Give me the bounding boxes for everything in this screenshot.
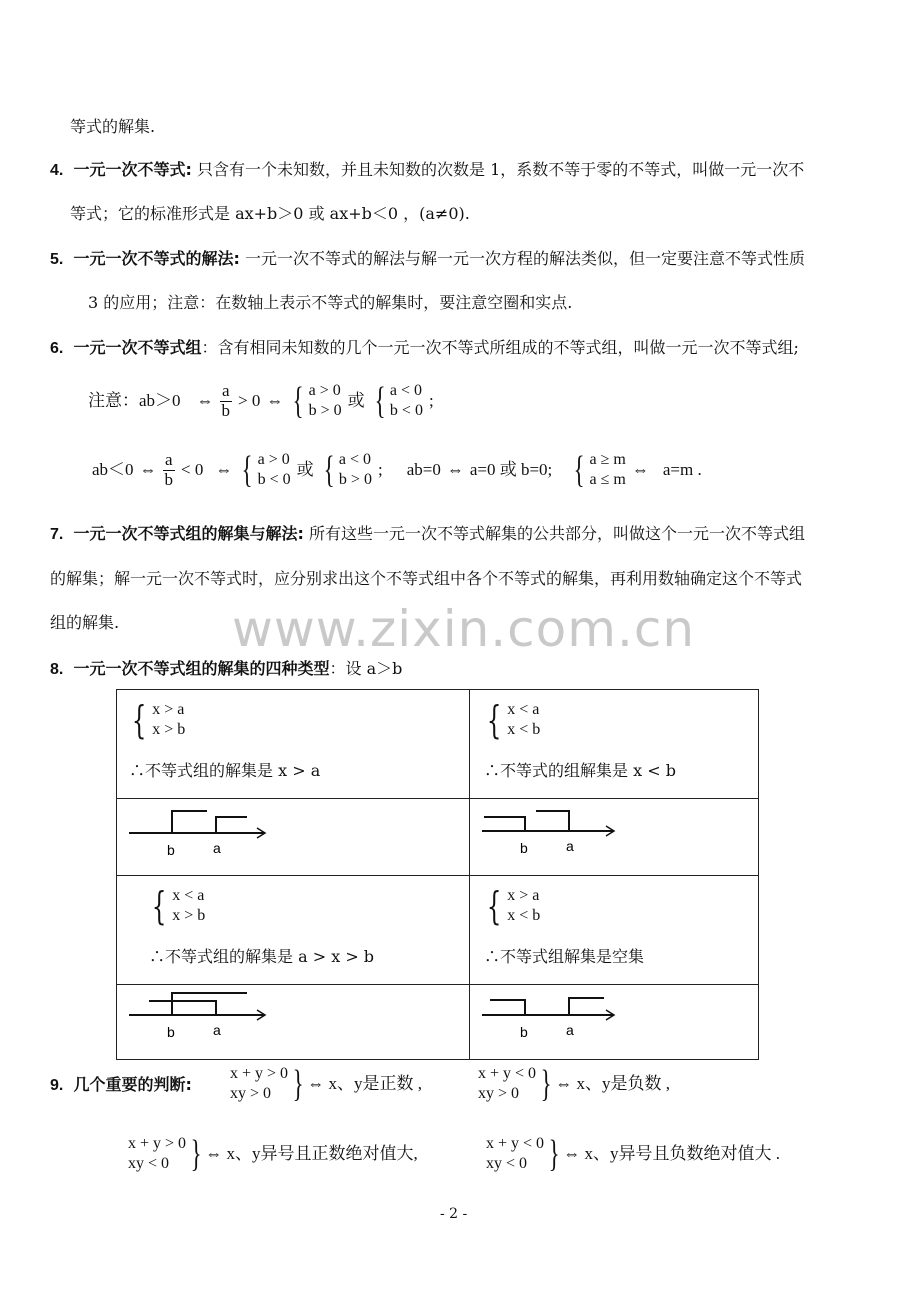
table-cell-numberline1 — [117, 799, 470, 876]
item-text: 所有这些一元一次不等式解集的公共部分，叫做这个一元一次不等式组 — [309, 524, 806, 543]
iff-symbol: ⇔ — [631, 459, 649, 479]
semicolon: ; — [428, 390, 434, 410]
page-number: - 2 - — [440, 1206, 468, 1222]
system-brace: { x < a x > b — [151, 884, 206, 928]
table-cell-numberline2 — [470, 799, 759, 876]
judgement-positive: x + y > 0 xy > 0 } ⇔ x、y是正数 , — [230, 1063, 423, 1105]
table-cell-numberline3 — [117, 985, 470, 1060]
solution-text: ∴不等式组的解集是 a > x > b — [149, 947, 375, 966]
item-7-line3: 组的解集. — [50, 613, 120, 632]
system-brace: { x < a x < b — [486, 698, 541, 742]
item-number: 5. — [50, 251, 64, 268]
judgement-opposite-neg: x + y < 0 xy < 0 } ⇔ x、y异号且负数绝对值大 . — [486, 1133, 781, 1175]
item-text: 只含有一个未知数，并且未知数的次数是 1，系数不等于零的不等式，叫做一元一次不 — [197, 160, 805, 179]
ab-zero-result: a=0 或 b=0; — [469, 459, 553, 479]
comparison: < 0 — [181, 459, 204, 479]
system-brace: { a < 0 b > 0 — [323, 449, 372, 491]
item-7 — [50, 524, 805, 544]
item-number: 7. — [50, 526, 64, 543]
solution-types-table — [116, 689, 759, 1060]
semicolon: ; — [377, 459, 383, 479]
point-label-a: a — [566, 838, 574, 854]
fraction-a-over-b: $\frac{a}{b}$ — [221, 380, 231, 420]
item-6 — [50, 338, 799, 358]
system-brace: { x > a x > b — [131, 698, 186, 742]
or-word: 或 — [347, 390, 365, 410]
number-line-diagram — [117, 985, 469, 1055]
point-label-b: b — [167, 1024, 175, 1040]
fraction-a-over-b: $\frac{a}{b}$ — [164, 449, 174, 489]
watermark: www.zixin.com.cn — [232, 600, 696, 658]
system-brace: { a ≥ m a ≤ m — [573, 449, 626, 491]
item-number: 9. — [50, 1077, 64, 1094]
table-cell-type3 — [117, 876, 470, 985]
iff-symbol: ⇔ — [196, 390, 214, 410]
or-word: 或 — [296, 459, 314, 479]
solution-text: ∴不等式组的解集是 x > a — [129, 761, 321, 780]
iff-symbol: ⇔ — [139, 459, 157, 479]
point-label-a: a — [566, 1022, 574, 1038]
term-heading: 一元一次不等式: — [73, 160, 192, 179]
number-line-diagram — [470, 799, 758, 871]
iff-symbol: ⇔ — [266, 390, 284, 410]
item-text: ：设 a＞b — [329, 659, 403, 678]
item-4 — [50, 160, 804, 180]
item-4-line2: 等式；它的标准形式是 ax+b＞0 或 ax+b＜0 ，(a≠0). — [70, 204, 470, 223]
text-continuation: 等式的解集. — [70, 117, 156, 136]
system-brace: { a > 0 b > 0 — [293, 380, 342, 422]
item-text: ：含有相同未知数的几个一元一次不等式所组成的不等式组，叫做一元一次不等式组; — [201, 338, 799, 357]
system-brace: { a < 0 b < 0 — [374, 380, 423, 422]
item-9 — [50, 1075, 192, 1095]
item-text: 一元一次不等式的解法与解一元一次方程的解法类似，但一定要注意不等式性质 — [245, 249, 806, 268]
item-8 — [50, 659, 402, 679]
point-label-a: a — [213, 1022, 221, 1038]
note-label: ab＜0 — [92, 459, 134, 479]
judgement-text: ⇔ x、y异号且正数绝对值大, — [205, 1143, 418, 1163]
table-cell-type1 — [117, 690, 470, 799]
item-5 — [50, 249, 805, 269]
item-7-line2: 的解集；解一元一次不等式时，应分别求出这个不等式组中各个不等式的解集，再利用数轴确定这个不等式 — [50, 569, 803, 588]
comparison: > 0 — [238, 390, 261, 410]
note-ab-positive — [88, 381, 434, 421]
number-line-diagram — [117, 799, 469, 871]
number-line-diagram — [470, 985, 758, 1055]
point-label-b: b — [520, 1024, 528, 1040]
table-cell-numberline4 — [470, 985, 759, 1060]
solution-text: ∴不等式的组解集是 x < b — [484, 761, 676, 780]
item-5-line2: 3 的应用；注意：在数轴上表示不等式的解集时，要注意空圈和实点. — [88, 293, 573, 312]
term-heading: 几个重要的判断: — [73, 1075, 192, 1094]
table-cell-type2 — [470, 690, 759, 799]
term-heading: 一元一次不等式组的解集的四种类型 — [73, 659, 330, 678]
judgement-text: ⇔ x、y是负数 , — [555, 1073, 671, 1093]
system-brace: { x > a x < b — [486, 884, 541, 928]
term-heading: 一元一次不等式组的解集与解法: — [73, 524, 304, 543]
point-label-b: b — [167, 842, 175, 858]
ab-zero: ab=0 — [406, 459, 441, 479]
judgement-opposite-pos: x + y > 0 xy < 0 } ⇔ x、y异号且正数绝对值大, — [128, 1133, 418, 1175]
term-heading: 一元一次不等式的解法: — [73, 249, 240, 268]
table-cell-type4 — [470, 876, 759, 985]
item-number: 8. — [50, 661, 64, 678]
solution-text: ∴不等式组解集是空集 — [484, 947, 645, 966]
term-heading: 一元一次不等式组 — [73, 338, 202, 357]
point-label-a: a — [213, 840, 221, 856]
judgement-text: ⇔ x、y异号且负数绝对值大 . — [563, 1143, 781, 1163]
a-equals-m: a=m . — [662, 459, 702, 479]
note-label: 注意：ab＞0 — [88, 390, 181, 410]
iff-symbol: ⇔ — [446, 459, 464, 479]
system-brace: { a > 0 b < 0 — [242, 449, 291, 491]
item-number: 4. — [50, 162, 64, 179]
point-label-b: b — [520, 840, 528, 856]
item-number: 6. — [50, 340, 64, 357]
iff-symbol: ⇔ — [215, 459, 233, 479]
judgement-text: ⇔ x、y是正数 , — [307, 1073, 423, 1093]
judgement-negative: x + y < 0 xy > 0 } ⇔ x、y是负数 , — [478, 1063, 671, 1105]
note-ab-negative — [92, 450, 702, 490]
